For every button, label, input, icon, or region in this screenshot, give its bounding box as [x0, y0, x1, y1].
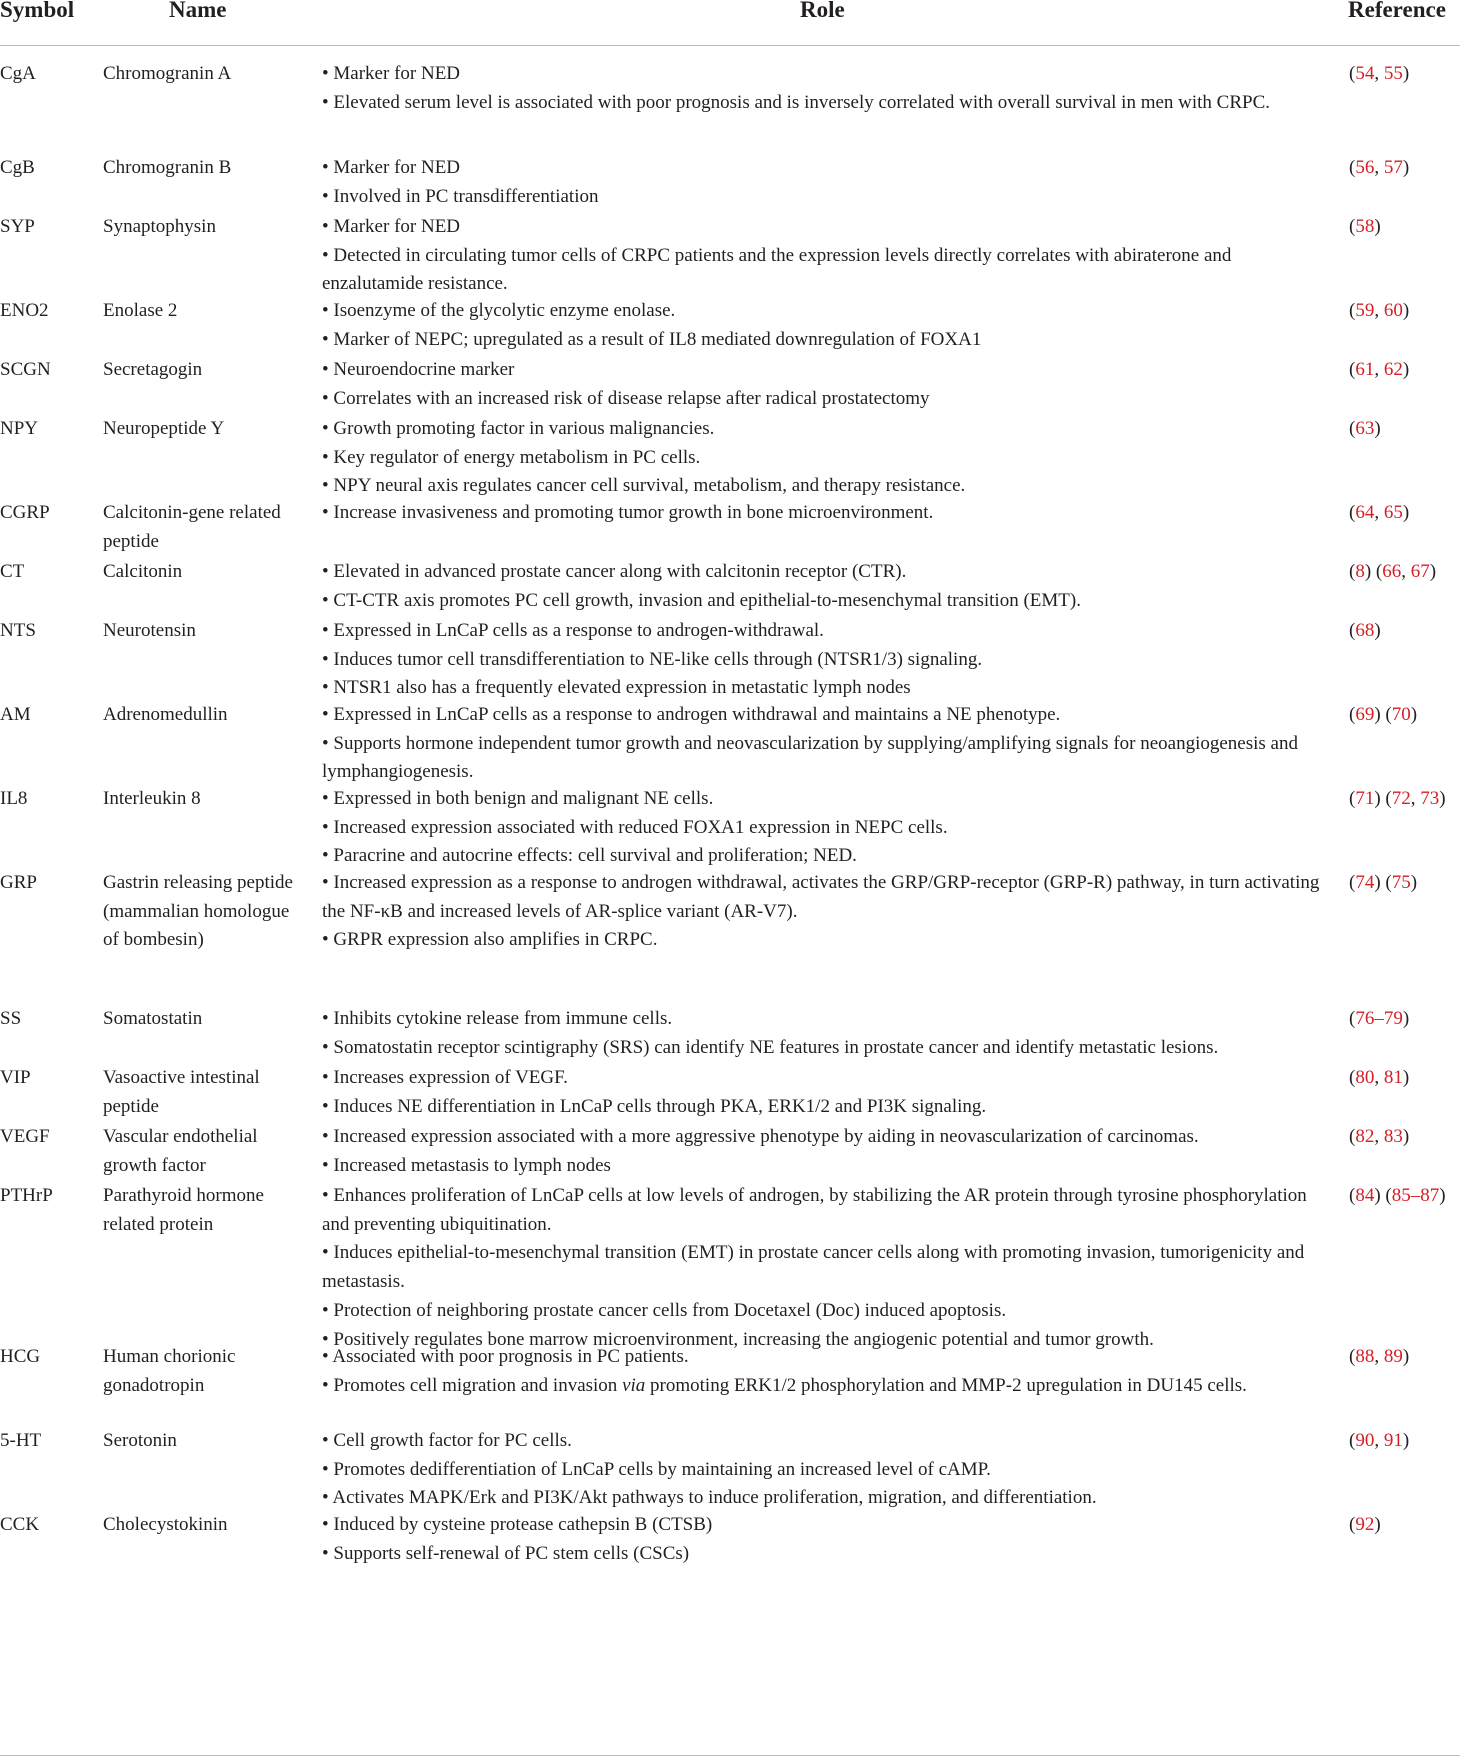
header-role: Role	[800, 0, 845, 22]
row-symbol: HCG	[0, 1346, 41, 1367]
role-item: • GRPR expression also amplifies in CRPC.	[322, 929, 658, 951]
role-item: • Inhibits cytokine release from immune cells.	[322, 1008, 673, 1029]
row-name: Cholecystokinin	[103, 1514, 228, 1535]
reference-punctuation: )	[1402, 1126, 1410, 1147]
row-name: Serotonin	[103, 1430, 177, 1451]
reference-punctuation: )	[1374, 418, 1381, 439]
row-name: Chromogranin A	[103, 63, 232, 84]
role-item: • Supports hormone independent tumor growth and neovascularization by supplying/amplifying signals for neoangiogenesis and lymphangiogenesis.	[322, 732, 1298, 783]
role-item: • Correlates with an increased risk of disease relapse after radical prostatectomy	[322, 387, 930, 409]
role-item: • Elevated serum level is associated with poor prognosis and is inversely correlated with overall survival in men with CRPC.	[322, 91, 1271, 113]
row-symbol: CgB	[0, 157, 35, 178]
row-reference	[1349, 1343, 1460, 1372]
reference-punctuation: ,	[1374, 157, 1384, 178]
reference-link[interactable]: 68	[1355, 620, 1375, 641]
row-reference	[1349, 785, 1460, 814]
reference-link[interactable]: 64	[1355, 502, 1375, 523]
row-reference	[1349, 499, 1460, 528]
reference-punctuation: )	[1402, 359, 1410, 380]
reference-punctuation: (	[1349, 1514, 1356, 1535]
row-role	[322, 869, 1334, 955]
reference-punctuation: )	[1402, 1430, 1410, 1451]
reference-link[interactable]: 65	[1383, 502, 1403, 523]
reference-link[interactable]: 91	[1383, 1430, 1403, 1451]
table-bottom-divider	[0, 1755, 1460, 1756]
reference-link[interactable]: 62	[1383, 359, 1403, 380]
reference-link[interactable]: 54	[1355, 63, 1375, 84]
role-item: • Activates MAPK/Erk and PI3K/Akt pathways to induce proliferation, migration, and differentiation.	[322, 1487, 1097, 1509]
reference-link[interactable]: 55	[1383, 63, 1403, 84]
row-name: Synaptophysin	[103, 216, 216, 237]
reference-punctuation: (	[1349, 1346, 1356, 1367]
row-reference	[1349, 1427, 1460, 1456]
role-item: • Growth promoting factor in various malignancies.	[322, 418, 715, 439]
reference-punctuation: (	[1349, 1067, 1356, 1088]
row-role	[322, 785, 1334, 871]
role-item: • Increase invasiveness and promoting tumor growth in bone microenvironment.	[322, 502, 934, 523]
role-item: • Induces epithelial-to-mesenchymal transition (EMT) in prostate cancer cells along with promoting invasion, tumorigenicity and metastasis.	[322, 1242, 1305, 1293]
row-role	[322, 558, 1334, 615]
row-reference	[1349, 869, 1460, 898]
row-name: Somatostatin	[103, 1008, 203, 1029]
reference-link[interactable]: 83	[1383, 1126, 1403, 1147]
role-item: • Paracrine and autocrine effects: cell survival and proliferation; NED.	[322, 845, 857, 867]
reference-punctuation: ,	[1401, 561, 1411, 582]
row-name: Human chorionic gonadotropin	[103, 1346, 236, 1396]
role-item: • Involved in PC transdifferentiation	[322, 185, 599, 207]
row-role	[322, 356, 1334, 413]
row-role	[322, 1005, 1334, 1062]
row-role	[322, 1123, 1334, 1180]
reference-punctuation: (	[1349, 502, 1356, 523]
role-item: • Increases expression of VEGF.	[322, 1067, 568, 1088]
role-item: • Detected in circulating tumor cells of CRPC patients and the expression levels directly correlates with abiraterone and enzalutamide resistance.	[322, 244, 1232, 295]
reference-punctuation: ) (	[1374, 704, 1392, 725]
row-reference	[1349, 356, 1460, 385]
reference-link[interactable]: 89	[1383, 1346, 1403, 1367]
role-item: • Cell growth factor for PC cells.	[322, 1430, 572, 1451]
row-symbol: SS	[0, 1008, 22, 1029]
reference-link[interactable]: 90	[1355, 1430, 1375, 1451]
row-name: Calcitonin	[103, 561, 183, 582]
reference-link[interactable]: 92	[1355, 1514, 1375, 1535]
role-item: • Supports self-renewal of PC stem cells (CSCs)	[322, 1542, 690, 1564]
reference-link[interactable]: 61	[1355, 359, 1375, 380]
reference-punctuation: ,	[1374, 359, 1384, 380]
reference-punctuation: (	[1349, 1185, 1356, 1206]
row-name: Interleukin 8	[103, 788, 201, 809]
role-item: • Key regulator of energy metabolism in PC cells.	[322, 446, 701, 468]
reference-punctuation: (	[1349, 418, 1356, 439]
reference-punctuation: ,	[1374, 1346, 1384, 1367]
role-item: • Induces NE differentiation in LnCaP cells through PKA, ERK1/2 and PI3K signaling.	[322, 1095, 987, 1117]
row-symbol: 5-HT	[0, 1430, 42, 1451]
row-role	[322, 1064, 1334, 1121]
row-reference	[1349, 213, 1460, 242]
role-item: • Elevated in advanced prostate cancer along with calcitonin receptor (CTR).	[322, 561, 907, 582]
reference-punctuation: ) (	[1374, 1185, 1392, 1206]
role-item: • Expressed in both benign and malignant NE cells.	[322, 788, 714, 809]
row-symbol: CgA	[0, 63, 36, 84]
row-role	[322, 1182, 1334, 1354]
row-symbol: IL8	[0, 788, 28, 809]
table-header	[0, 0, 1460, 30]
row-reference	[1349, 1064, 1460, 1093]
role-item: • Protection of neighboring prostate cancer cells from Docetaxel (Doc) induced apoptosis.	[322, 1299, 1007, 1321]
row-symbol: VIP	[0, 1067, 31, 1088]
role-item: • Increased expression associated with a more aggressive phenotype by aiding in neovascularization of carcinomas.	[322, 1126, 1199, 1147]
row-symbol: ENO2	[0, 300, 49, 321]
role-item: • Increased metastasis to lymph nodes	[322, 1154, 611, 1176]
reference-punctuation: )	[1402, 63, 1410, 84]
row-name: Adrenomedullin	[103, 704, 228, 725]
role-item: • Marker for NED	[322, 63, 461, 84]
role-item: • Induced by cysteine protease cathepsin B (CTSB)	[322, 1514, 713, 1535]
row-symbol: CGRP	[0, 502, 50, 523]
reference-punctuation: (	[1349, 872, 1356, 893]
role-item: • Neuroendocrine marker	[322, 359, 515, 380]
reference-link[interactable]: 75	[1391, 872, 1411, 893]
reference-punctuation: ) (	[1364, 561, 1383, 582]
role-item: • Increased expression associated with reduced FOXA1 expression in NEPC cells.	[322, 816, 948, 838]
row-name: Secretagogin	[103, 359, 203, 380]
reference-punctuation: )	[1410, 704, 1418, 725]
reference-punctuation: ,	[1374, 502, 1384, 523]
row-reference	[1349, 558, 1460, 587]
reference-link[interactable]: 60	[1383, 300, 1403, 321]
reference-link[interactable]: 84	[1355, 1185, 1375, 1206]
reference-punctuation: )	[1402, 1008, 1410, 1029]
reference-link[interactable]: 82	[1355, 1126, 1375, 1147]
row-name: Vasoactive intestinal peptide	[103, 1067, 260, 1117]
row-symbol: SYP	[0, 216, 35, 237]
row-reference	[1349, 617, 1460, 646]
role-item: • Promotes dedifferentiation of LnCaP cells by maintaining an increased level of cAMP.	[322, 1458, 991, 1480]
role-item: • Enhances proliferation of LnCaP cells at low levels of androgen, by stabilizing the AR protein through tyrosine phosphorylation and preventing ubiquitination.	[322, 1185, 1307, 1235]
row-role	[322, 499, 1334, 528]
role-item: • Promotes cell migration and invasion via promoting ERK1/2 phosphorylation and MMP-2 upregulation in DU145 cells.	[322, 1374, 1247, 1396]
reference-punctuation: (	[1349, 1430, 1356, 1451]
reference-punctuation: )	[1402, 1346, 1410, 1367]
row-role	[322, 415, 1334, 501]
reference-link[interactable]: 76–79	[1355, 1008, 1403, 1029]
role-item: • CT-CTR axis promotes PC cell growth, invasion and epithelial-to-mesenchymal transition (EMT).	[322, 589, 1081, 611]
role-item: • Associated with poor prognosis in PC patients.	[322, 1346, 689, 1367]
reference-punctuation: (	[1349, 300, 1356, 321]
role-item: • NPY neural axis regulates cancer cell survival, metabolism, and therapy resistance.	[322, 475, 966, 497]
reference-link[interactable]: 74	[1355, 872, 1375, 893]
role-item: • Marker for NED	[322, 216, 461, 237]
reference-punctuation: ,	[1374, 1067, 1384, 1088]
reference-link[interactable]: 85–87	[1391, 1185, 1440, 1206]
reference-punctuation: ) (	[1374, 872, 1392, 893]
reference-link[interactable]: 8	[1355, 561, 1365, 582]
row-symbol: NPY	[0, 418, 39, 439]
row-role	[322, 60, 1334, 117]
row-name: Gastrin releasing peptide (mammalian homologue of bombesin)	[103, 872, 293, 951]
reference-punctuation: (	[1349, 704, 1356, 725]
reference-punctuation: )	[1410, 872, 1418, 893]
reference-link[interactable]: 80	[1355, 1067, 1375, 1088]
reference-punctuation: (	[1349, 561, 1356, 582]
header-name: Name	[169, 0, 227, 22]
reference-punctuation: (	[1349, 359, 1356, 380]
row-role	[322, 297, 1334, 354]
row-role	[322, 213, 1334, 299]
role-item: • Marker of NEPC; upregulated as a result of IL8 mediated downregulation of FOXA1	[322, 328, 982, 350]
role-item: • Somatostatin receptor scintigraphy (SRS) can identify NE features in prostate cancer and identify metastatic lesions.	[322, 1036, 1219, 1058]
reference-punctuation: )	[1429, 561, 1437, 582]
row-symbol: AM	[0, 704, 31, 725]
row-role	[322, 1343, 1334, 1400]
reference-link[interactable]: 70	[1391, 704, 1411, 725]
row-reference	[1349, 415, 1460, 444]
row-symbol: SCGN	[0, 359, 51, 380]
reference-punctuation: ,	[1374, 1430, 1384, 1451]
reference-punctuation: ,	[1410, 788, 1421, 809]
row-reference	[1349, 1123, 1460, 1152]
role-item: • Marker for NED	[322, 157, 461, 178]
reference-link[interactable]: 88	[1355, 1346, 1375, 1367]
reference-punctuation: (	[1349, 1008, 1356, 1029]
role-item: • Increased expression as a response to androgen withdrawal, activates the GRP/GRP-receptor (GRP-R) pathway, in turn activating the NF-κB and increased levels of AR-splice variant (AR-V7).	[322, 872, 1320, 922]
reference-link[interactable]: 67	[1410, 561, 1430, 582]
role-item: • NTSR1 also has a frequently elevated expression in metastatic lymph nodes	[322, 677, 911, 699]
row-role	[322, 1427, 1334, 1513]
reference-punctuation: ,	[1374, 300, 1384, 321]
row-role	[322, 154, 1334, 211]
reference-link[interactable]: 69	[1355, 704, 1375, 725]
reference-punctuation: )	[1439, 788, 1446, 809]
header-reference: Reference	[1348, 0, 1446, 22]
row-symbol: CCK	[0, 1514, 40, 1535]
role-item: • Positively regulates bone marrow microenvironment, increasing the angiogenic potential and tumor growth.	[322, 1328, 1154, 1350]
row-name: Chromogranin B	[103, 157, 232, 178]
reference-punctuation: ) (	[1374, 788, 1392, 809]
reference-punctuation: ,	[1374, 1126, 1384, 1147]
reference-link[interactable]: 73	[1420, 788, 1440, 809]
reference-link[interactable]: 71	[1355, 788, 1375, 809]
row-symbol: CT	[0, 561, 25, 582]
row-symbol: PTHrP	[0, 1185, 53, 1206]
reference-link[interactable]: 81	[1383, 1067, 1403, 1088]
reference-punctuation: )	[1374, 1514, 1381, 1535]
reference-punctuation: (	[1349, 216, 1356, 237]
row-role	[322, 1511, 1334, 1568]
reference-punctuation: ,	[1374, 63, 1384, 84]
row-symbol: VEGF	[0, 1126, 50, 1147]
row-reference	[1349, 297, 1460, 326]
header-divider	[0, 45, 1460, 46]
reference-punctuation: )	[1374, 620, 1381, 641]
reference-punctuation: (	[1349, 1126, 1356, 1147]
reference-punctuation: )	[1439, 1185, 1446, 1206]
reference-punctuation: )	[1374, 216, 1381, 237]
reference-punctuation: )	[1402, 300, 1410, 321]
row-reference	[1349, 60, 1460, 89]
row-reference	[1349, 1005, 1460, 1034]
reference-link[interactable]: 59	[1355, 300, 1375, 321]
reference-punctuation: (	[1349, 788, 1356, 809]
row-name: Enolase 2	[103, 300, 178, 321]
reference-link[interactable]: 66	[1382, 561, 1402, 582]
row-role	[322, 617, 1334, 703]
reference-punctuation: )	[1402, 1067, 1410, 1088]
row-name: Vascular endothelial growth factor	[103, 1126, 258, 1176]
role-item: • Induces tumor cell transdifferentiation to NE-like cells through (NTSR1/3) signaling.	[322, 648, 983, 670]
row-reference	[1349, 154, 1460, 183]
role-item: • Expressed in LnCaP cells as a response to androgen withdrawal and maintains a NE phenotype.	[322, 704, 1061, 725]
row-reference	[1349, 1511, 1460, 1540]
reference-punctuation: (	[1349, 157, 1356, 178]
row-reference	[1349, 701, 1460, 730]
row-name: Calcitonin-gene related peptide	[103, 502, 281, 552]
role-item: • Isoenzyme of the glycolytic enzyme enolase.	[322, 300, 676, 321]
reference-link[interactable]: 72	[1391, 788, 1411, 809]
reference-link[interactable]: 57	[1383, 157, 1403, 178]
row-name: Neuropeptide Y	[103, 418, 225, 439]
reference-punctuation: )	[1402, 502, 1410, 523]
row-name: Parathyroid hormone related protein	[103, 1185, 264, 1235]
row-symbol: NTS	[0, 620, 36, 641]
row-name: Neurotensin	[103, 620, 196, 641]
row-reference	[1349, 1182, 1460, 1211]
reference-punctuation: )	[1402, 157, 1410, 178]
reference-punctuation: (	[1349, 620, 1356, 641]
reference-link[interactable]: 58	[1355, 216, 1375, 237]
row-role	[322, 701, 1334, 787]
role-item: • Expressed in LnCaP cells as a response to androgen-withdrawal.	[322, 620, 824, 641]
reference-link[interactable]: 63	[1355, 418, 1375, 439]
header-symbol: Symbol	[0, 0, 75, 22]
row-symbol: GRP	[0, 872, 37, 893]
reference-punctuation: (	[1349, 63, 1356, 84]
reference-link[interactable]: 56	[1355, 157, 1375, 178]
